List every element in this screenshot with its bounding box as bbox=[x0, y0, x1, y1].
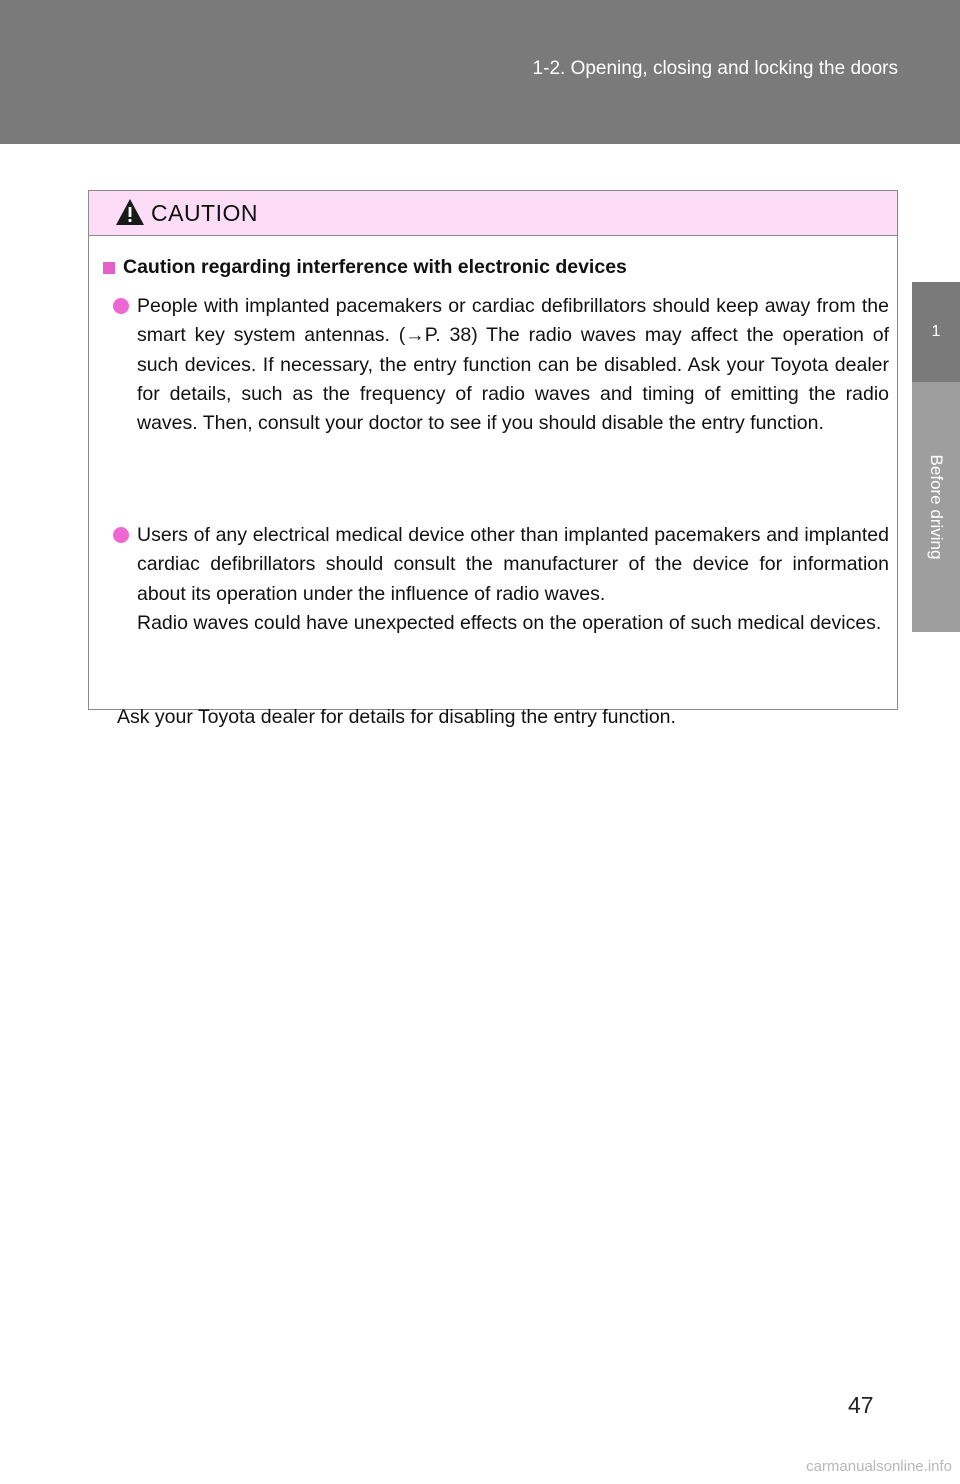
caution-heading-text: Caution regarding interference with electronic devices bbox=[123, 256, 627, 278]
section-title: 1-2. Opening, closing and locking the doors bbox=[532, 58, 898, 79]
caution-title: CAUTION bbox=[151, 200, 258, 226]
list-item bbox=[113, 521, 889, 638]
circle-bullet-icon bbox=[113, 298, 129, 314]
warning-triangle-icon bbox=[115, 198, 145, 226]
bullet-text: Radio waves could have unexpected effects on the operation of such medical devices. bbox=[137, 611, 882, 634]
closing-note: Ask your Toyota dealer for details for disabling the entry function. bbox=[117, 706, 676, 728]
chapter-tab-number: 1 bbox=[912, 282, 960, 382]
caution-heading bbox=[103, 256, 627, 279]
bullet-text: People with implanted pacemakers or cardiac defibrillators should keep away from the smart key system antennas. (→P. 38) The radio waves may affect the operation of such devices. If necessary, the entry function can be disabled. Ask your Toyota dealer for details, such as the frequency of radio waves and timing of emitting the radio waves. Then, consult your doctor to see if you should disable the entry function. bbox=[137, 295, 889, 435]
square-bullet-icon bbox=[103, 262, 115, 274]
caution-header bbox=[89, 191, 897, 236]
header-band bbox=[0, 0, 960, 144]
watermark: carmanualsonline.info bbox=[806, 1458, 952, 1475]
list-item bbox=[113, 292, 889, 438]
caution-box bbox=[88, 190, 898, 728]
page-number: 47 bbox=[848, 1392, 874, 1418]
circle-bullet-icon bbox=[113, 527, 129, 543]
bullet-text: Users of any electrical medical device other than implanted pacemakers and implanted cardiac defibrillators should consult the manufacturer of the device for information about its operation under the influence of radio waves. bbox=[137, 524, 889, 605]
chapter-tab bbox=[912, 382, 960, 632]
chapter-tab-label: Before driving bbox=[927, 454, 946, 560]
